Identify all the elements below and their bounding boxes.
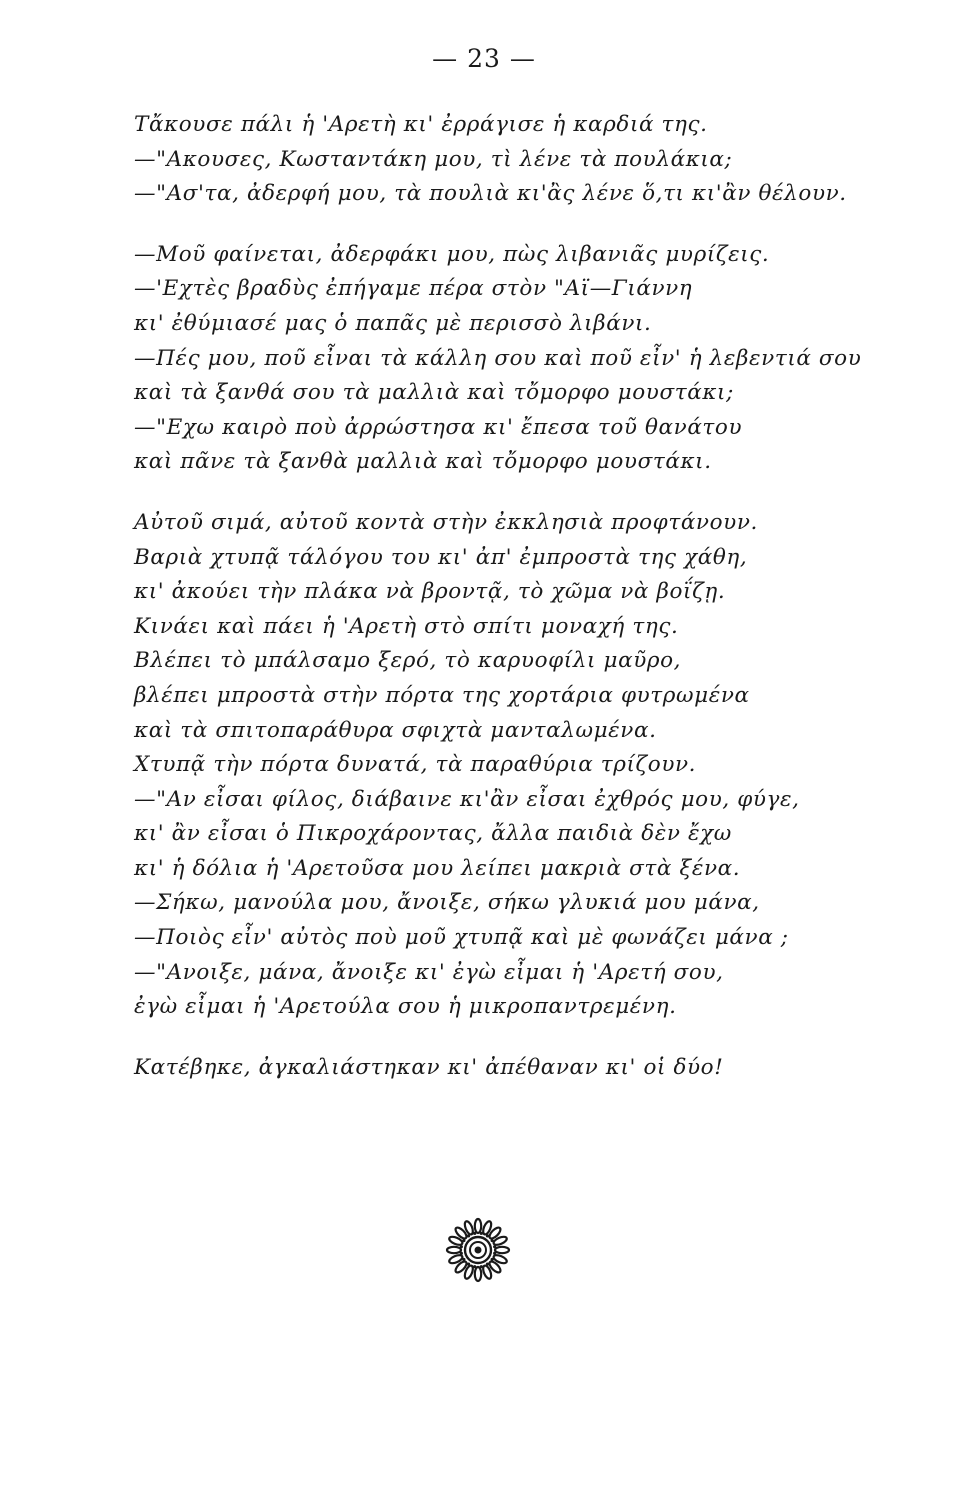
rosette-dot — [467, 1234, 470, 1237]
poem-line: καὶ πᾶνε τὰ ξανθὰ μαλλιὰ καὶ τὄμορφο μουστάκι. — [134, 449, 712, 475]
poem-line: —Σήκω, μανούλα μου, ἄνοιξε, σήκω γλυκιά μου μάνα, — [134, 890, 760, 916]
rosette-dot — [480, 1265, 483, 1268]
poem-line: Βαριὰ χτυπᾷ τάλόγου του κι' ἀπ' ἐμπροστὰ της χάθη, — [134, 544, 748, 570]
page-number: — 23 — — [432, 44, 536, 73]
rosette-dot — [491, 1258, 494, 1261]
rosette-dot — [491, 1239, 494, 1242]
rosette-dot — [460, 1252, 463, 1255]
poem-line: ἐγὼ εἶμαι ἡ 'Αρετούλα σου ἡ μικροπαντρεμένη. — [134, 994, 677, 1020]
poem-line: —'Εχτὲς βραδὺς ἐπήγαμε πέρα στὸν "Αϊ—Γιάννη — [134, 276, 693, 302]
rosette-dot — [486, 1234, 489, 1237]
rosette-dot — [473, 1265, 476, 1268]
poem-line: Τἄκουσε πάλι ἡ 'Αρετὴ κι' ἐρράγισε ἡ καρδιά της. — [134, 112, 708, 137]
poem-line: —Ποιὸς εἶν' αὐτὸς ποὺ μοῦ χτυπᾷ καὶ μὲ φωνάζει μάνα ; — [134, 925, 789, 951]
poem-line: Κατέβηκε, ἀγκαλιάστηκαν κι' ἀπέθαναν κι' οἱ δύο! — [134, 1054, 724, 1080]
rosette-dot — [462, 1239, 465, 1242]
poem-line: —Πές μου, ποῦ εἶναι τὰ κάλλη σου καὶ ποῦ εἶν' ἡ λεβεντιά σου — [134, 345, 862, 371]
poem-line: —"Ακουσες, Κωσταντάκη μου, τὶ λένε τὰ πουλάκια; — [134, 146, 733, 172]
stanza-2 — [134, 238, 894, 480]
rosette-dot — [493, 1252, 496, 1255]
rosette-petal — [447, 1247, 461, 1253]
rosette-petal — [475, 1267, 481, 1281]
rosette-dot — [486, 1263, 489, 1266]
stanza-1 — [134, 108, 894, 212]
poem-line: Χτυπᾷ τὴν πόρτα δυνατά, τὰ παραθύρια τρίζουν. — [134, 752, 697, 778]
poem-line: Αὐτοῦ σιμά, αὐτοῦ κοντὰ στὴν ἐκκλησιὰ προφτάνουν. — [134, 509, 758, 535]
poem-line: κι' ἐθύμιασέ μας ὁ παπᾶς μὲ περισσὸ λιβάνι. — [134, 310, 652, 336]
rosette-petal — [495, 1247, 509, 1253]
rosette-ornament-icon — [438, 1210, 518, 1290]
rosette-dot — [467, 1263, 470, 1266]
poem-text — [134, 108, 894, 1111]
poem-line: —"Εχω καιρὸ ποὺ ἀρρώστησα κι' ἔπεσα τοῦ θανάτου — [134, 414, 743, 440]
poem-line: —"Ανοιξε, μάνα, ἄνοιξε κι' ἐγὼ εἶμαι ἡ 'Αρετή σου, — [134, 959, 724, 985]
rosette-dot — [473, 1232, 476, 1235]
rosette-dot — [462, 1258, 465, 1261]
poem-line: καὶ τὰ ξανθά σου τὰ μαλλιὰ καὶ τὄμορφο μουστάκι; — [134, 380, 734, 406]
poem-line: —"Αν εἶσαι φίλος, διάβαινε κι'ἂν εἶσαι ἐχθρός μου, φύγε, — [134, 786, 800, 812]
rosette-dot — [493, 1245, 496, 1248]
poem-line: καὶ τὰ σπιτοπαράθυρα σφιχτὰ μανταλωμένα. — [134, 717, 657, 743]
poem-line: —"Ασ'τα, ἀδερφή μου, τὰ πουλιὰ κι'ἂς λένε ὅ,τι κι'ἂν θέλουν. — [134, 181, 847, 207]
poem-line: βλέπει μπροστὰ στὴν πόρτα της χορτάρια φυτρωμένα — [134, 682, 750, 708]
poem-line: —Μοῦ φαίνεται, ἀδερφάκι μου, πὼς λιβανιᾶς μυρίζεις. — [134, 241, 770, 267]
rosette-dot — [460, 1245, 463, 1248]
poem-line: κι' ἀκούει τὴν πλάκα νὰ βροντᾷ, τὸ χῶμα νὰ βοΐζῃ. — [134, 579, 726, 605]
stanza-3 — [134, 506, 894, 1025]
poem-line: κι' ἂν εἶσαι ὁ Πικροχάροντας, ἄλλα παιδιὰ δὲν ἔχω — [134, 821, 732, 847]
poem-line: Κινάει καὶ πάει ἡ 'Αρετὴ στὸ σπίτι μοναχή της. — [134, 613, 679, 639]
rosette-dot — [480, 1232, 483, 1235]
poem-line: Βλέπει τὸ μπάλσαμο ξερό, τὸ καρυοφίλι μαῦρο, — [134, 648, 682, 674]
rosette-petal — [475, 1219, 481, 1233]
stanza-4 — [134, 1051, 894, 1086]
poem-line: κι' ἡ δόλια ἡ 'Αρετοῦσα μου λείπει μακριὰ στὰ ξένα. — [134, 855, 741, 881]
